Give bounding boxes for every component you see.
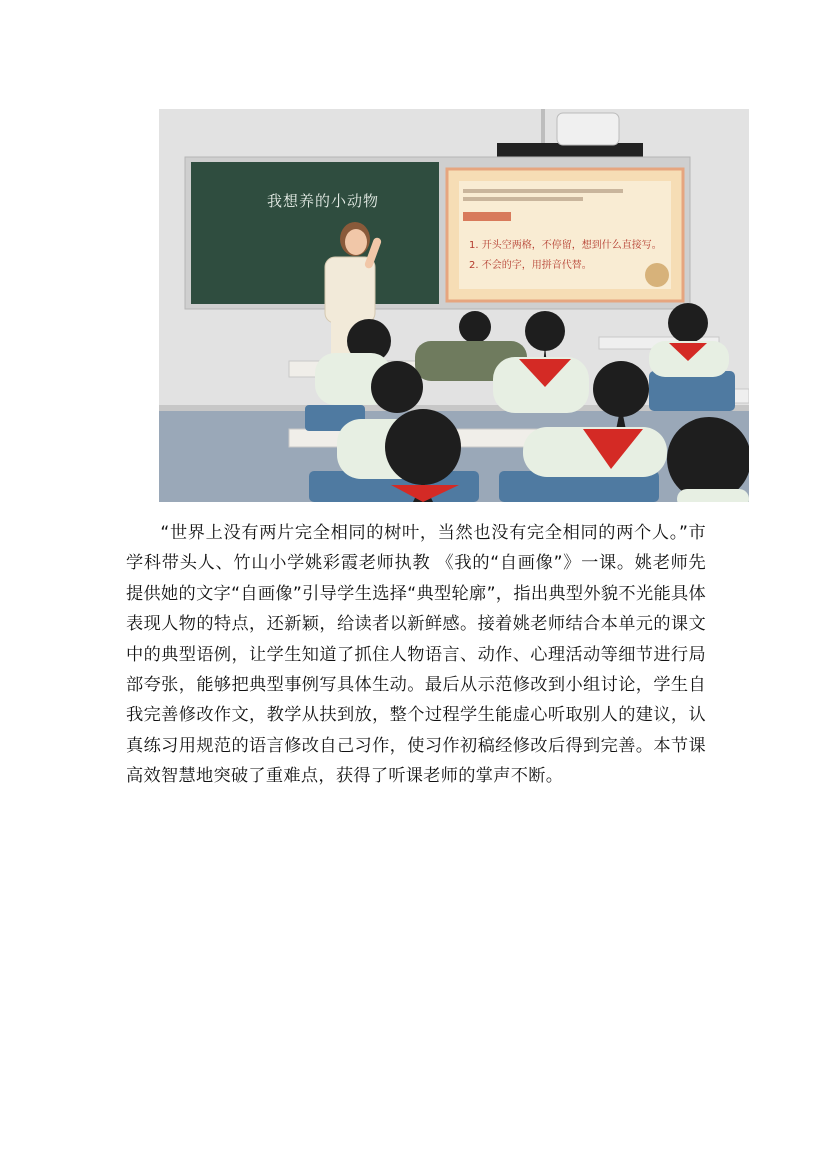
projector-pole xyxy=(541,109,545,143)
slide-heading-line-2 xyxy=(463,197,583,201)
projector-icon xyxy=(557,113,619,145)
slide-cartoon-icon xyxy=(645,263,669,287)
slide-heading-line xyxy=(463,189,623,193)
article-paragraph: “世界上没有两片完全相同的树叶，当然也没有完全相同的两个人。”市学科带头人、竹山小学姚彩霞老师执教 《我的“自画像”》一课。姚老师先提供她的文字“自画像”引导学生选择“典型轮廓”，指出典型外貌不光能具体表现人物的特点，还新颖，给读者以新鲜感。接着姚老师结合本单元的课文中的典型语例，让学生知道了抓住人物语言、动作、心理活动等细节进行局部夸张，能够把典型事例写具体生动。最后从示范修改到小组讨论，学生自我完善修改作文，教学从扶到放，整个过程学生能虚心听取别人的建议，认真练习用规范的语言修改自己习作，使习作初稿经修改后得到完善。本节课高效智慧地突破了重难点，获得了听课老师的掌声不断。 xyxy=(126,523,706,787)
classroom-photo-illustration xyxy=(159,109,749,502)
slide-line-1: 1. 开头空两格，不停留，想到什么直接写。 xyxy=(469,240,662,251)
blackboard xyxy=(191,162,439,304)
slide-line-2: 2. 不会的字，用拼音代替。 xyxy=(469,260,592,271)
slide-tag xyxy=(463,212,511,221)
blackboard-title: 我想养的小动物 xyxy=(267,192,380,210)
classroom-photo xyxy=(159,109,749,502)
